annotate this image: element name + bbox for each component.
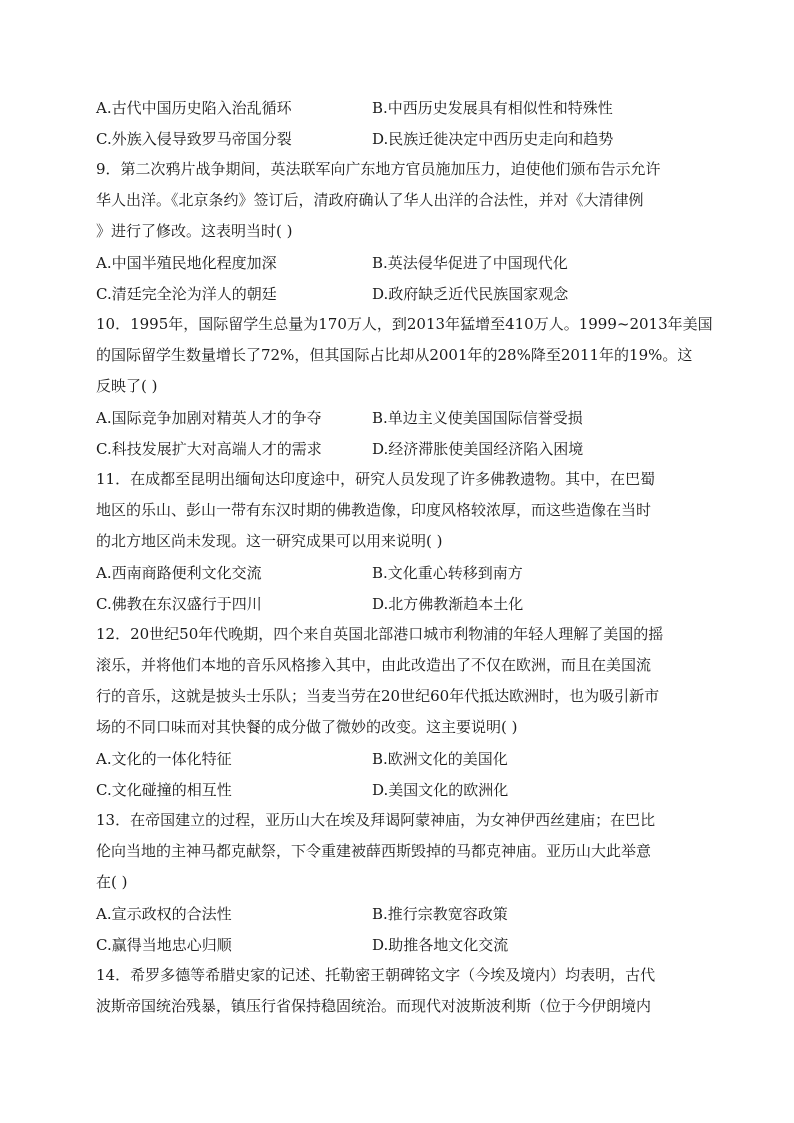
question-q8-tail <box>96 92 706 154</box>
answer-option[interactable]: D.美国文化的欧洲化 <box>372 781 509 799</box>
question-stem-line: 华人出洋。《北京条约》签订后，清政府确认了华人出洋的合法性，并对《大清律例 <box>96 191 644 209</box>
answer-option[interactable]: B.文化重心转移到南方 <box>372 564 523 582</box>
question-stem-line: 12．20世纪50年代晚期，四个来自英国北部港口城市利物浦的年轻人理解了美国的摇 <box>96 625 664 643</box>
question-q14 <box>96 960 706 1022</box>
question-stem-line: 波斯帝国统治残暴，镇压行省保持稳固统治。而现代对波斯波利斯（位于今伊朗境内 <box>96 997 652 1015</box>
question-stem-line: 地区的乐山、彭山一带有东汉时期的佛教造像，印度风格较浓厚，而这些造像在当时 <box>96 501 652 519</box>
answer-option[interactable]: B.中西历史发展具有相似性和特殊性 <box>372 99 613 117</box>
question-stem-line: 滚乐，并将他们本地的音乐风格掺入其中，由此改造出了不仅在欧洲，而且在美国流 <box>96 656 652 674</box>
answer-option[interactable]: A.国际竞争加剧对精英人才的争夺 <box>96 409 322 427</box>
question-stem-line: 的国际留学生数量增长了72%，但其国际占比却从2001年的28%降至2011年的19%。这 <box>96 346 693 364</box>
option-row <box>96 402 706 433</box>
question-q11 <box>96 464 706 619</box>
option-row <box>96 743 706 774</box>
option-row <box>96 278 706 309</box>
question-q10 <box>96 309 713 464</box>
question-q13 <box>96 805 706 960</box>
question-stem-line: 的北方地区尚未发现。这一研究成果可以用来说明( ) <box>96 532 443 550</box>
question-stem-line: 11．在成都至昆明出缅甸达印度途中，研究人员发现了许多佛教遗物。其中，在巴蜀 <box>96 470 656 488</box>
question-stem-line: 13．在帝国建立的过程，亚历山大在埃及拜谒阿蒙神庙，为女神伊西丝建庙；在巴比 <box>96 811 656 829</box>
answer-option[interactable]: A.西南商路便利文化交流 <box>96 564 262 582</box>
answer-option[interactable]: B.单边主义使美国国际信誉受损 <box>372 409 583 427</box>
answer-option[interactable]: C.佛教在东汉盛行于四川 <box>96 595 262 613</box>
answer-option[interactable]: D.政府缺乏近代民族国家观念 <box>372 285 569 303</box>
answer-option[interactable]: C.外族入侵导致罗马帝国分裂 <box>96 130 292 148</box>
answer-option[interactable]: B.欧洲文化的美国化 <box>372 750 508 768</box>
option-row <box>96 433 706 464</box>
answer-option[interactable]: C.清廷完全沦为洋人的朝廷 <box>96 285 277 303</box>
answer-option[interactable]: C.科技发展扩大对高端人才的需求 <box>96 440 322 458</box>
question-stem-line: 在( ) <box>96 873 128 891</box>
question-stem-line: 9．第二次鸦片战争期间，英法联军向广东地方官员施加压力，迫使他们颁布告示允许 <box>96 160 661 178</box>
answer-option[interactable]: A.文化的一体化特征 <box>96 750 232 768</box>
option-row <box>96 247 706 278</box>
question-stem-line: 》进行了修改。这表明当时( ) <box>96 222 293 240</box>
question-stem-line: 10．1995年，国际留学生总量为170万人，到2013年猛增至410万人。1999~2013年美国 <box>96 315 713 333</box>
answer-option[interactable]: A.古代中国历史陷入治乱循环 <box>96 99 292 117</box>
question-stem-line: 反映了( ) <box>96 377 158 395</box>
question-q12 <box>96 619 706 805</box>
answer-option[interactable]: D.经济滞胀使美国经济陷入困境 <box>372 440 584 458</box>
answer-option[interactable]: B.英法侵华促进了中国现代化 <box>372 254 568 272</box>
option-row <box>96 557 706 588</box>
option-row <box>96 123 706 154</box>
option-row <box>96 588 706 619</box>
option-row <box>96 929 706 960</box>
option-row <box>96 92 706 123</box>
question-list <box>96 92 713 1022</box>
answer-option[interactable]: D.北方佛教渐趋本土化 <box>372 595 524 613</box>
question-stem-line: 14．希罗多德等希腊史家的记述、托勒密王朝碑铭文字（今埃及境内）均表明，古代 <box>96 966 656 984</box>
question-q9 <box>96 154 706 309</box>
answer-option[interactable]: C.文化碰撞的相互性 <box>96 781 232 799</box>
question-stem-line: 场的不同口味而对其快餐的成分做了微妙的改变。这主要说明( ) <box>96 718 518 736</box>
option-row <box>96 774 706 805</box>
answer-option[interactable]: C.赢得当地忠心归顺 <box>96 936 232 954</box>
answer-option[interactable]: D.民族迁徙决定中西历史走向和趋势 <box>372 130 614 148</box>
answer-option[interactable]: D.助推各地文化交流 <box>372 936 509 954</box>
question-stem-line: 行的音乐，这就是披头士乐队；当麦当劳在20世纪60年代抵达欧洲时，也为吸引新市 <box>96 687 660 705</box>
option-row <box>96 898 706 929</box>
answer-option[interactable]: A.中国半殖民地化程度加深 <box>96 254 277 272</box>
question-stem-line: 伦向当地的主神马都克献祭，下令重建被薛西斯毁掉的马都克神庙。亚历山大此举意 <box>96 842 652 860</box>
answer-option[interactable]: B.推行宗教宽容政策 <box>372 905 508 923</box>
answer-option[interactable]: A.宣示政权的合法性 <box>96 905 232 923</box>
